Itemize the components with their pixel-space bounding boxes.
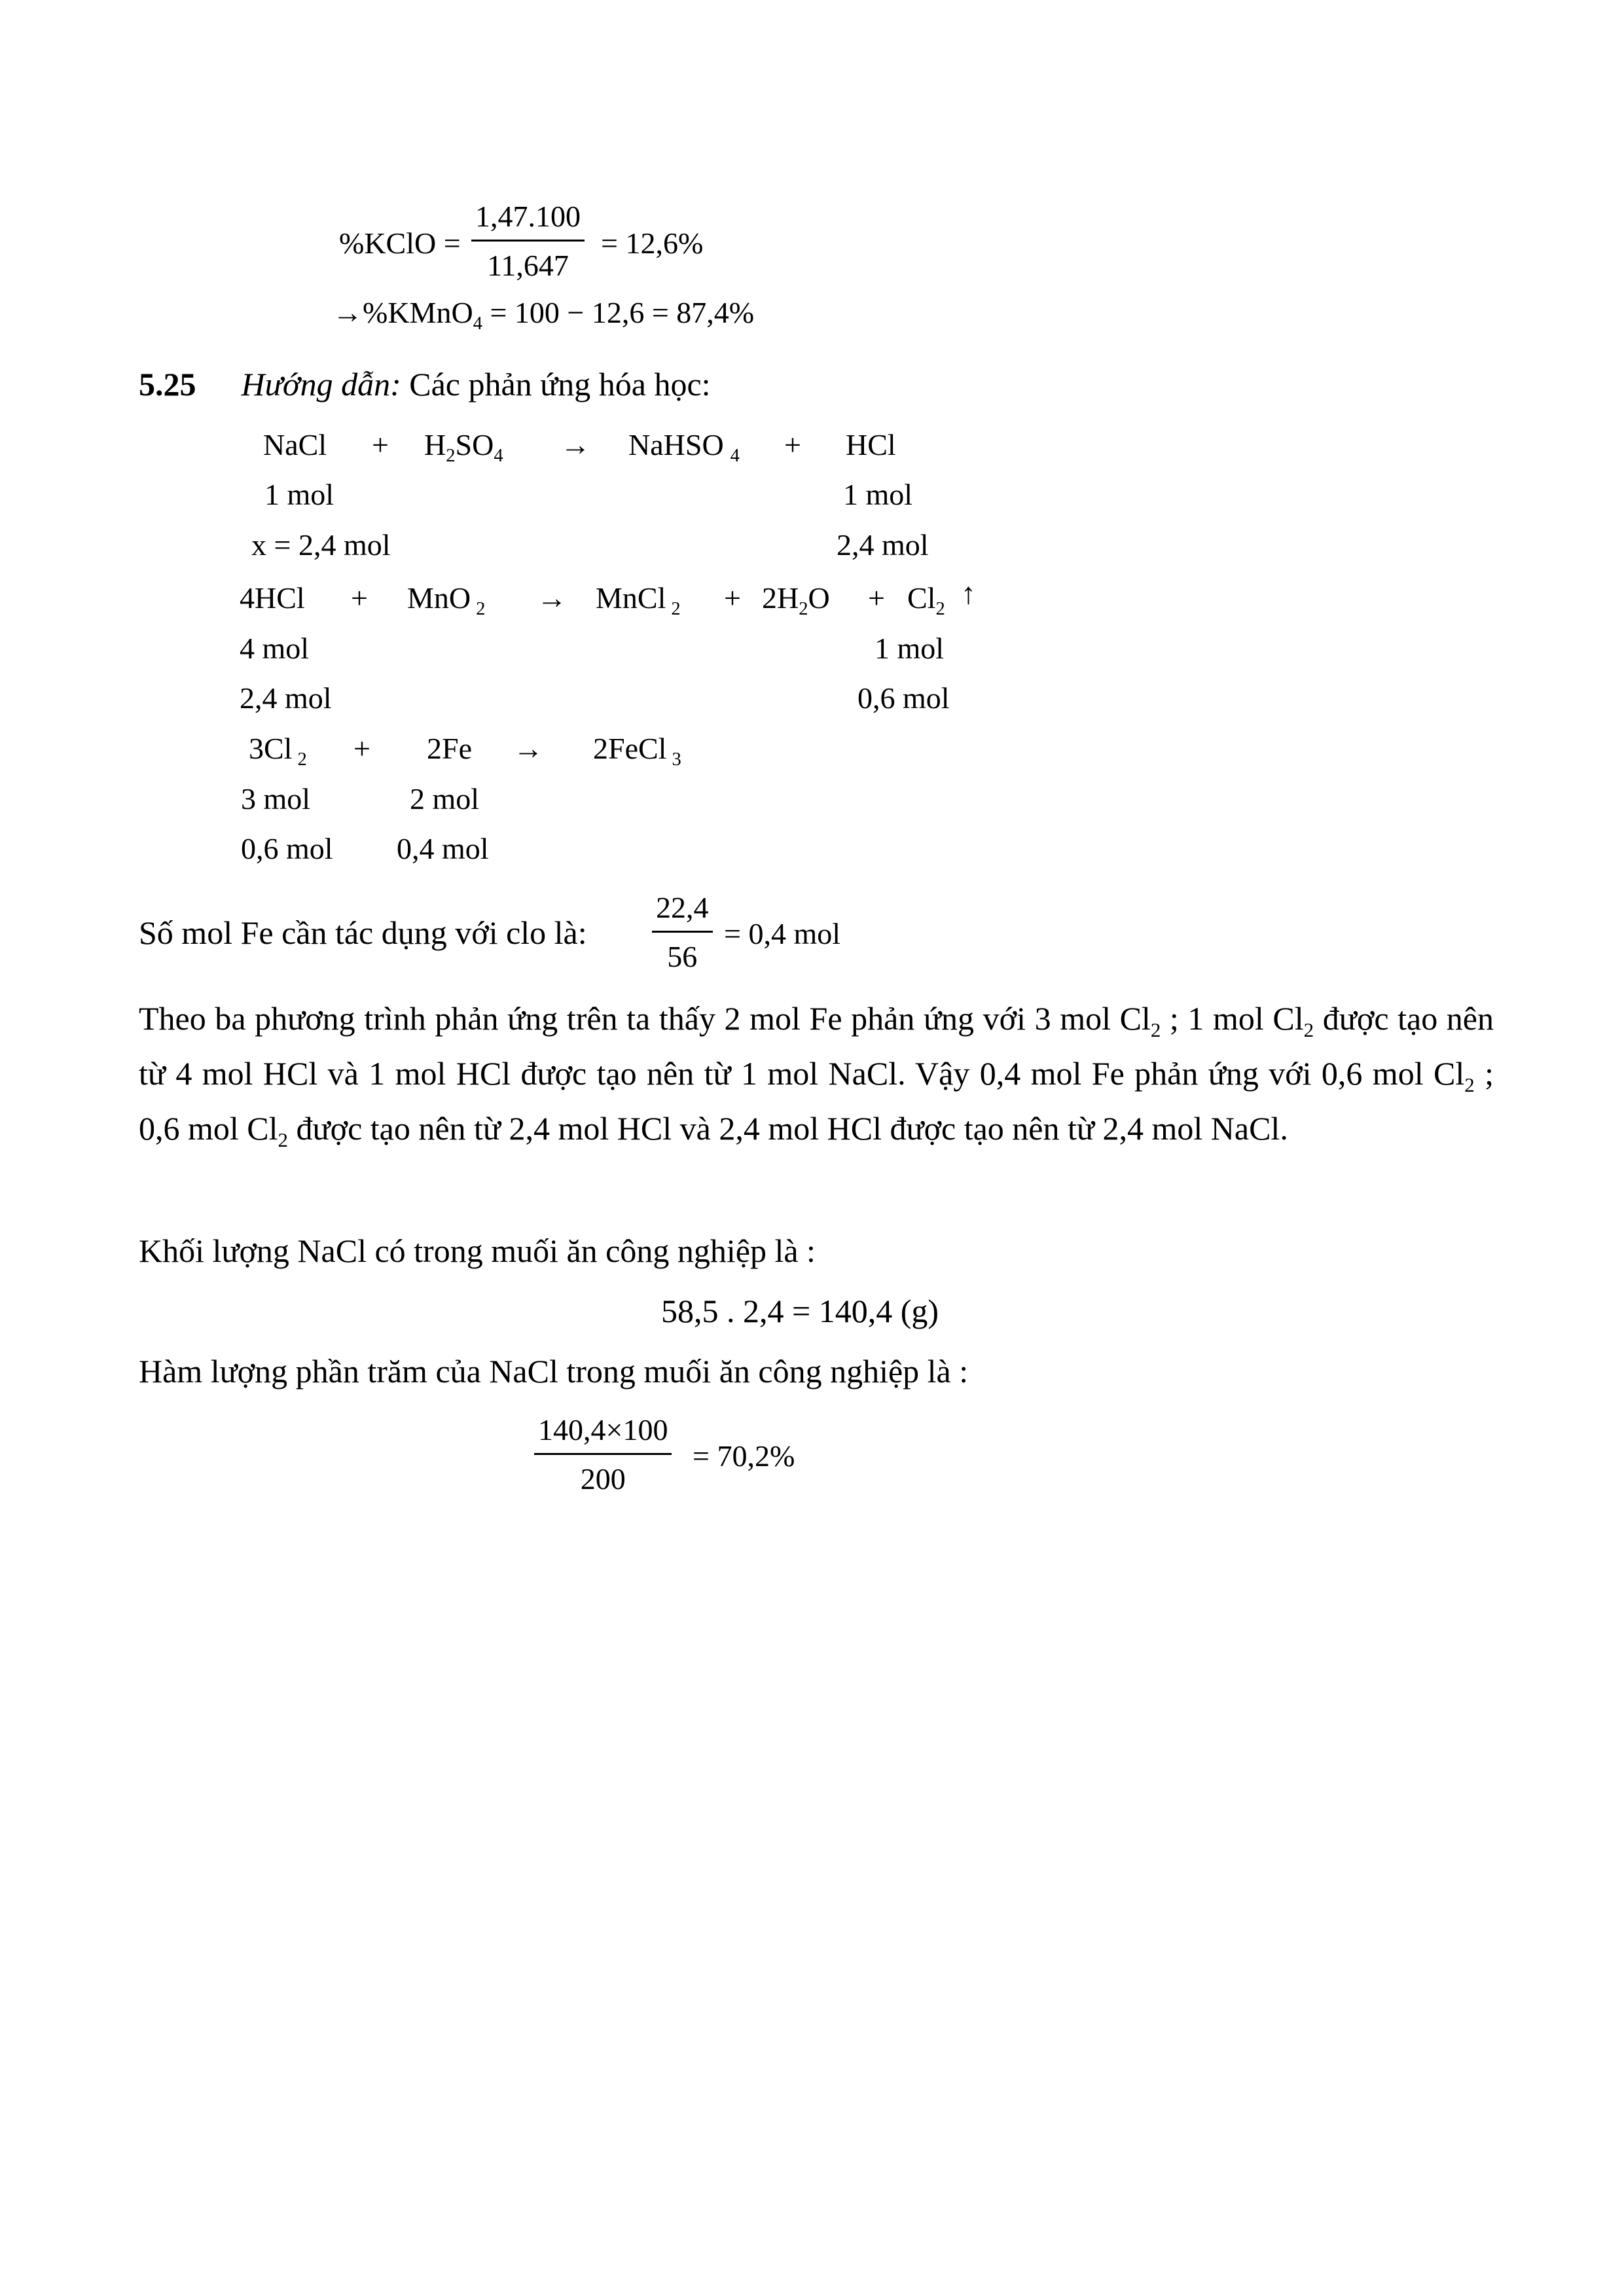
section-guide: Hướng dẫn: bbox=[241, 366, 401, 403]
kclo-fraction bbox=[471, 202, 585, 281]
fe-mol-fraction bbox=[652, 893, 713, 972]
arrow-right-icon: → bbox=[560, 428, 590, 461]
arrow-right-icon: → bbox=[513, 732, 543, 765]
reaction2-reactant2: MnO $_2$ bbox=[407, 581, 486, 619]
plus-sign: + bbox=[868, 581, 885, 615]
percent-text: Hàm lượng phần trăm của NaCl trong muối ăn công nghiệp là : bbox=[139, 1353, 969, 1390]
gas-arrow-up-icon: ↑ bbox=[961, 577, 976, 610]
reaction2-reactant1: 4HCl bbox=[240, 581, 305, 615]
reaction1-product1: NaHSO $_4$ bbox=[628, 428, 740, 466]
reaction1-reactant2: $H_2SO_4$ bbox=[424, 428, 503, 466]
fe-mol-rhs: = 0,4 mol bbox=[724, 917, 841, 950]
section-intro: Các phản ứng hóa học: bbox=[409, 366, 711, 403]
percent-numerator: 140,4×100 bbox=[538, 1413, 668, 1446]
percent-denominator: 200 bbox=[580, 1462, 626, 1496]
kclo-lhs: %KClO = bbox=[339, 226, 461, 260]
fraction-bar bbox=[652, 931, 713, 933]
reaction2-mol-right-value: 0,6 mol bbox=[857, 681, 950, 715]
reaction3-product1: 2FeCl $_3$ bbox=[593, 732, 681, 770]
reaction3-reactant2: 2Fe bbox=[427, 732, 472, 765]
mass-text: Khối lượng NaCl có trong muối ăn công nghiệp là : bbox=[139, 1232, 816, 1269]
kclo-numerator: 1,47.100 bbox=[475, 200, 581, 233]
plus-sign: + bbox=[351, 581, 368, 615]
plus-sign: + bbox=[372, 428, 389, 461]
reaction2-mol-left: 4 mol bbox=[240, 632, 310, 665]
reaction1-mol-right: 1 mol bbox=[843, 478, 913, 511]
fe-mol-numerator: 22,4 bbox=[656, 891, 709, 924]
reaction1-reactant1: NaCl bbox=[263, 428, 327, 461]
reaction2-mol-left-value: 2,4 mol bbox=[240, 681, 332, 715]
reaction1-mol-right-value: 2,4 mol bbox=[837, 528, 929, 562]
percent-fraction bbox=[534, 1415, 672, 1494]
arrow-right-icon: → bbox=[537, 581, 567, 615]
kclo-denominator: 11,647 bbox=[487, 249, 569, 282]
reaction3-mol-right-value: 0,4 mol bbox=[397, 832, 489, 865]
reaction3-reactant1: 3Cl $_2$ bbox=[249, 732, 307, 770]
fraction-bar bbox=[534, 1453, 672, 1455]
arrow-right-icon: → bbox=[333, 296, 363, 329]
explanation-paragraph: Theo ba phương trình phản ứng trên ta thấy 2 mol Fe phản ứng với 3 mol $Cl_2$ ; 1 mol $Cl_2$ được tạo nên từ 4 mol HCl và 1 mol HCl được tạo nên từ 1 mol NaCl. Vậy 0,4 mol Fe phản ứng với 0,6 mol $Cl_2$ ; 0,6 mol $Cl_2$ được tạo nên từ 2,4 mol HCl và 2,4 mol HCl được tạo nên từ 2,4 mol NaCl. bbox=[139, 1000, 1494, 1151]
percent-rhs: = 70,2% bbox=[693, 1439, 795, 1473]
reaction1-mol-left: 1 mol bbox=[264, 478, 334, 511]
section-header bbox=[139, 368, 711, 401]
reaction2-mol-right: 1 mol bbox=[875, 632, 945, 665]
reaction3-mol-right: 2 mol bbox=[410, 782, 480, 816]
reaction2-product1: MnCl $_2$ bbox=[596, 581, 681, 619]
plus-sign: + bbox=[724, 581, 741, 615]
fe-mol-denominator: 56 bbox=[667, 940, 698, 973]
mass-formula: 58,5 . 2,4 = 140,4 (g) bbox=[661, 1293, 939, 1329]
fraction-bar bbox=[471, 240, 585, 242]
reaction2-product2: $2H_2O$ bbox=[762, 581, 830, 619]
plus-sign: + bbox=[784, 428, 801, 461]
reaction1-product2: HCl bbox=[846, 428, 896, 461]
reaction3-mol-left: 3 mol bbox=[241, 782, 311, 816]
kclo-rhs: = 12,6% bbox=[601, 226, 704, 260]
fe-mol-text: Số mol Fe cần tác dụng với clo là: bbox=[139, 914, 587, 951]
kmno4-line: →%KMnO$_4$ = 100 − 12,6 = 87,4% bbox=[333, 296, 755, 334]
reaction1-x-value: x = 2,4 mol bbox=[251, 528, 391, 562]
plus-sign: + bbox=[353, 732, 370, 765]
reaction2-product3: $Cl_2$ bbox=[907, 581, 945, 619]
reaction3-mol-left-value: 0,6 mol bbox=[241, 832, 333, 865]
section-number: 5.25 bbox=[139, 366, 196, 403]
